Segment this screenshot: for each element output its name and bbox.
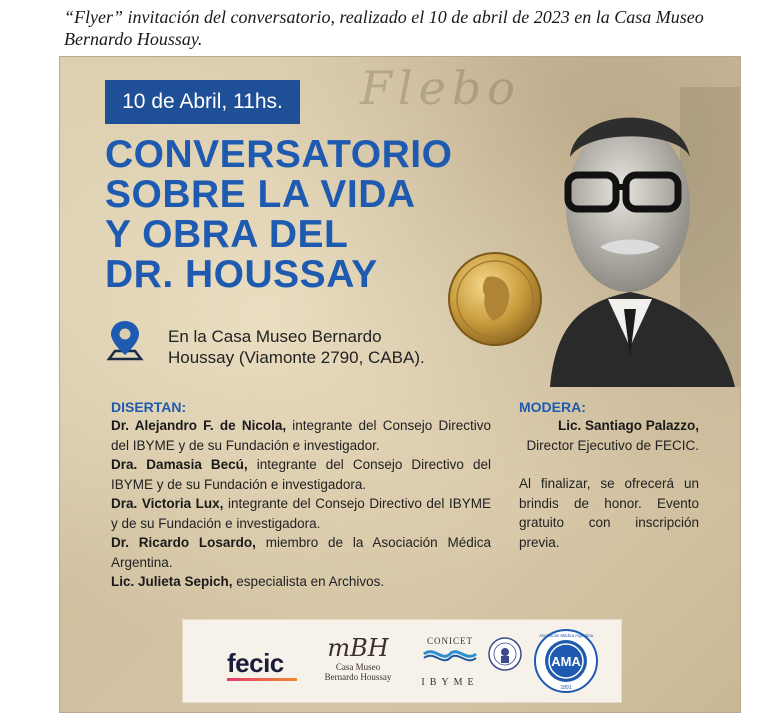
casa-museo-line-2: Bernardo Houssay	[324, 672, 392, 682]
speaker-description: integrante del Consejo Directivo del IBYME y de su Fundación e investigadora.	[111, 457, 491, 492]
ama-ring-text: Asociación Médica Argentina	[539, 633, 593, 638]
figure-caption	[64, 6, 764, 50]
casa-museo-line-1: Casa Museo	[335, 662, 381, 672]
speakers-heading: DISERTAN:	[111, 399, 187, 415]
moderator-name: Lic. Santiago Palazzo,	[557, 418, 699, 433]
conicet-ibyme-logo	[415, 636, 485, 688]
location-pin-icon	[105, 319, 145, 369]
handwritten-background-scribble: Flebo	[360, 61, 521, 115]
event-flyer	[59, 56, 741, 713]
location-line-1: En la Casa Museo Bernardo	[168, 327, 382, 346]
speaker-item	[111, 533, 491, 572]
sponsor-logos-strip	[182, 619, 622, 703]
institutional-seal-icon	[487, 636, 523, 672]
casa-museo-logo	[318, 634, 398, 682]
moderator-role: Director Ejecutivo de FECIC.	[526, 437, 699, 453]
title-line-2: SOBRE LA VIDA	[105, 173, 416, 216]
moderator-info	[519, 416, 699, 455]
speaker-name: Lic. Julieta Sepich,	[111, 574, 233, 589]
casa-museo-monogram: mBH	[327, 634, 389, 662]
speaker-description: especialista en Archivos.	[232, 574, 385, 589]
moderator-heading: MODERA:	[519, 399, 586, 415]
speaker-name: Dr. Alejandro F. de Nicola,	[111, 418, 287, 433]
nobel-medal-image	[445, 249, 545, 349]
title-line-4: DR. HOUSSAY	[105, 253, 378, 296]
ibyme-label: IBYME	[421, 677, 479, 688]
speaker-description: integrante del Consejo Directivo del IBYME y de su Fundación e investigador.	[111, 418, 491, 453]
speaker-name: Dra. Damasia Becú,	[111, 457, 248, 472]
speakers-section	[111, 398, 491, 592]
closing-note: Al finalizar, se ofrecerá un brindis de honor. Evento gratuito con inscripción previa.	[519, 476, 699, 550]
speaker-item	[111, 572, 491, 592]
event-date-badge: 10 de Abril, 11hs.	[105, 80, 300, 124]
fecic-logo: fecic	[227, 648, 284, 678]
title-line-1: CONVERSATORIO	[105, 133, 453, 176]
speaker-item	[111, 455, 491, 494]
ama-year: 1891	[560, 685, 572, 691]
speaker-name: Dra. Victoria Lux,	[111, 496, 224, 511]
speaker-description: miembro de la Asociación Médica Argentina.	[111, 535, 491, 570]
speaker-description: integrante del Consejo Directivo del IBYME y de su Fundación e investigadora.	[111, 496, 491, 531]
event-location	[168, 326, 458, 368]
conicet-label: CONICET	[427, 636, 473, 646]
caption-line-1: “Flyer” invitación del conversatorio, realizado el 10 de abril de 2023 en la Casa Museo	[64, 7, 704, 27]
ama-logo	[533, 628, 599, 694]
fecic-logo-underline	[227, 678, 297, 681]
speaker-item	[111, 416, 491, 455]
ama-letters: AMA	[551, 654, 581, 669]
moderator-section	[519, 398, 699, 552]
conicet-wave-icon	[420, 646, 480, 662]
location-line-2: Houssay (Viamonte 2790, CABA).	[168, 348, 425, 367]
speaker-name: Dr. Ricardo Losardo,	[111, 535, 256, 550]
title-line-3: Y OBRA DEL	[105, 213, 349, 256]
houssay-portrait-photo	[530, 87, 740, 387]
speaker-item	[111, 494, 491, 533]
caption-line-2: Bernardo Houssay.	[64, 29, 203, 49]
